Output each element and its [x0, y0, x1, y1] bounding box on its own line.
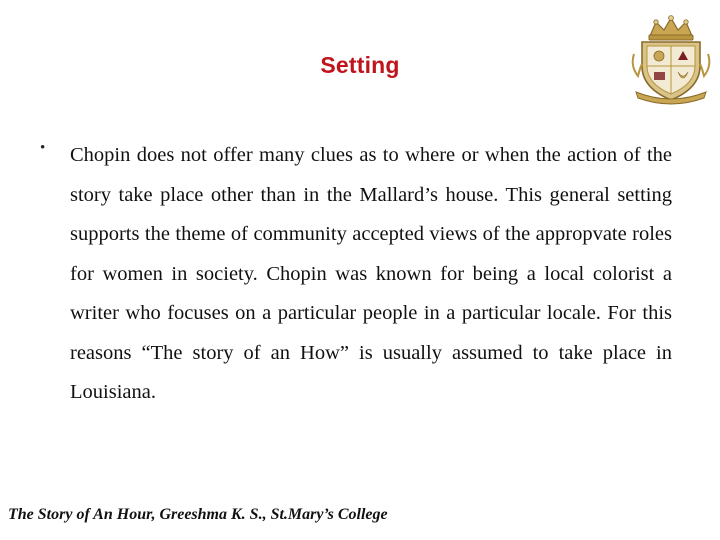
slide-footer: The Story of An Hour, Greeshma K. S., St.Mary’s College — [8, 506, 388, 523]
bullet-list — [40, 136, 672, 413]
slide-title: Setting — [320, 52, 400, 78]
bullet-marker: • — [40, 140, 46, 156]
college-crest-icon — [628, 14, 714, 106]
bullet-paragraph: Chopin does not offer many clues as to where or when the action of the story take place other than in the Mallard’s house. This general setting supports the theme of community accepted views of the appropvate roles for women in society. Chopin was known for being a local colorist a writer who focuses on a particular people in a particular locale. For this reasons “The story of an How” is usually assumed to take place in Louisiana. — [70, 144, 672, 403]
